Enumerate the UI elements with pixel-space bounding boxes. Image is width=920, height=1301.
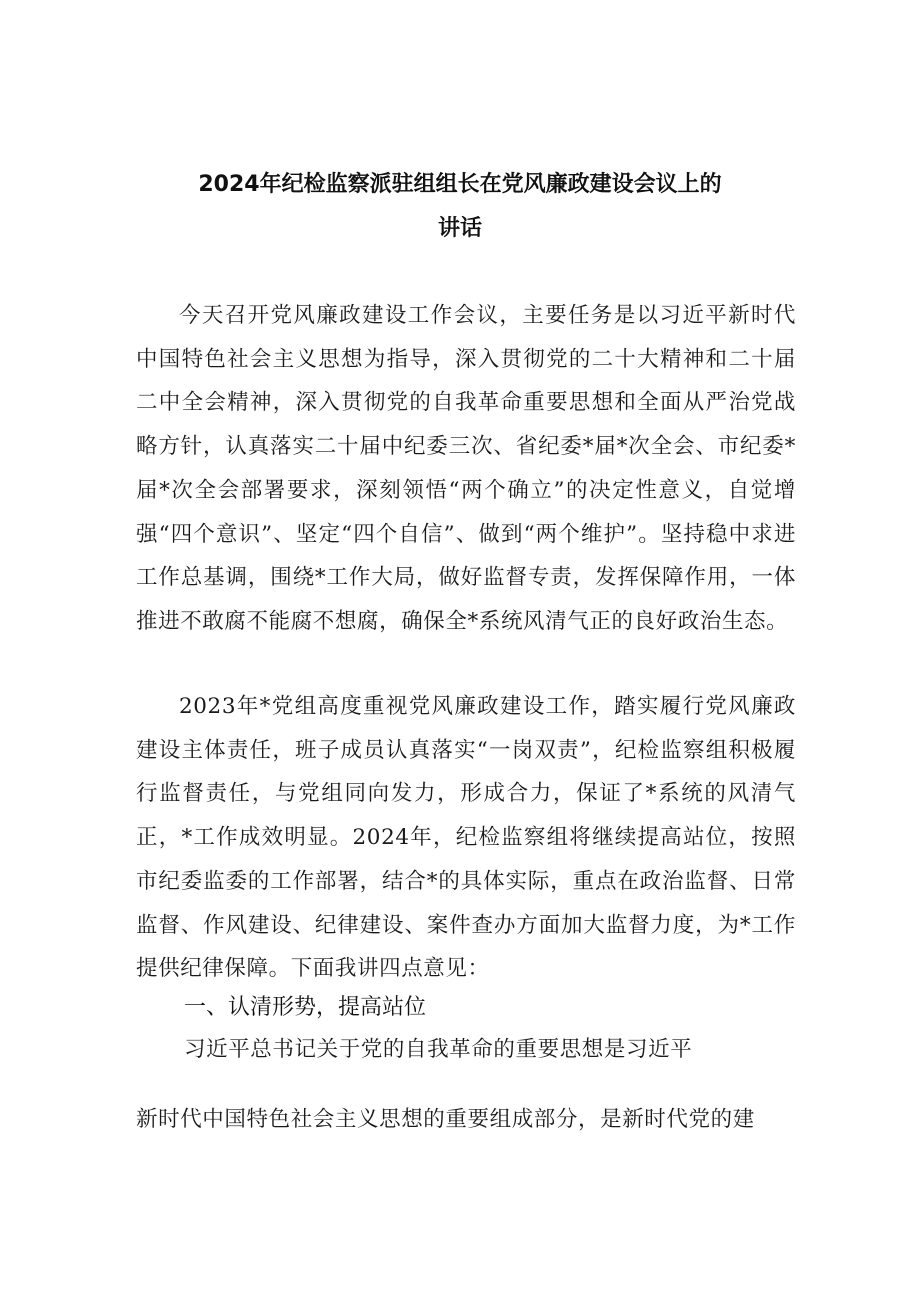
body-paragraph-2-block [136,685,796,991]
document-title-line-2: 讲话 [437,216,482,241]
section-heading-1: 一、认清形势，提高站位 [184,995,427,1020]
body-paragraph-3-line-2: 新时代中国特色社会主义思想的重要组成部分，是新时代党的建 [136,1107,755,1132]
body-paragraph-2: 2023年*党组高度重视党风廉政建设工作，踏实履行党风廉政建设主体责任，班子成员认真落实“一岗双责”，纪检监察组积极履行监督责任，与党组同向发力，形成合力，保证了*系统的风清气正，*工作成效明显。2024年，纪检监察组将继续提高站位，按照市纪委监委的工作部署，结合*的具体实际，重点在政治监督、日常监督、作风建设、纪律建设、案件查办方面加大监督力度，为*工作提供纪律保障。下面我讲四点意见： [136,694,796,982]
document-title-line-1: 2024年纪检监察派驻组组长在党风廉政建设会议上的 [198,172,722,197]
body-paragraph-1: 今天召开党风廉政建设工作会议，主要任务是以习近平新时代中国特色社会主义思想为指导，深入贯彻党的二十大精神和二十届二中全会精神，深入贯彻党的自我革命重要思想和全面从严治党战略方针，认真落实二十届中纪委三次、省纪委*届*次全会、市纪委*届*次全会部署要求，深刻领悟“两个确立”的决定性意义，自觉增强“四个意识”、坚定“四个自信”、做到“两个维护”。坚持稳中求进工作总基调，围绕*工作大局，做好监督专责，发挥保障作用，一体推进不敢腐不能腐不想腐，确保全*系统风清气正的良好政治生态。 [136,303,796,634]
body-paragraph-3-line-1: 习近平总书记关于党的自我革命的重要思想是习近平 [184,1037,693,1062]
body-paragraph-1-block [136,294,796,644]
